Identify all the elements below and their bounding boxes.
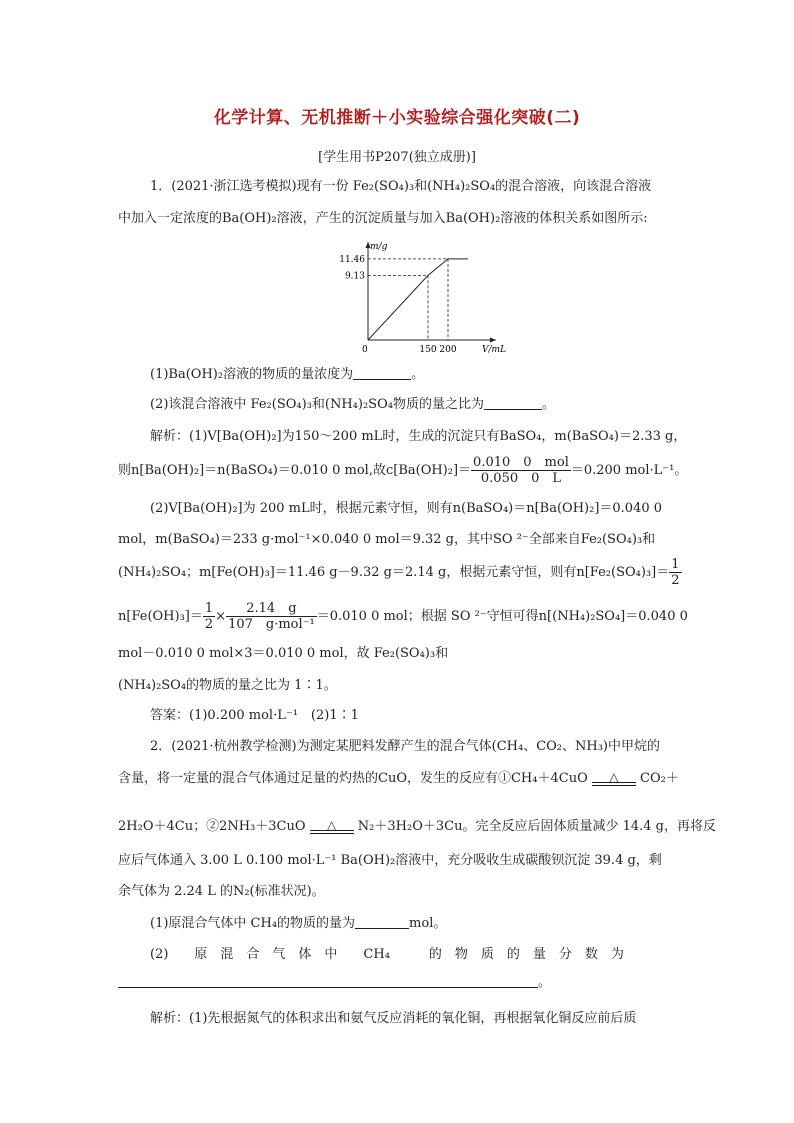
q2-part1 xyxy=(150,915,446,933)
q1-stem-line1: 1．(2021·浙江选考模拟)现有一份 Fe₂(SO₄)₃和(NH₄)₂SO₄的混合溶液，向该混合溶液 xyxy=(150,179,652,194)
q1-solution-line2 xyxy=(118,455,687,486)
moles-fraction xyxy=(226,601,317,632)
q1-part1-end: 。 xyxy=(411,367,425,382)
sol6-pre: n[Fe(OH)₃]＝ xyxy=(118,609,203,624)
moles-denominator: 107 g·mol⁻¹ xyxy=(228,617,315,632)
q1-stem-line2: 中加入一定浓度的Ba(OH)₂溶液，产生的沉淀质量与加入Ba(OH)₂溶液的体积关系如图所示: xyxy=(118,211,648,226)
q1-part2-text: (2)该混合溶液中 Fe₂(SO₄)₃和(NH₄)₂SO₄物质的量之比为 xyxy=(150,397,484,412)
q1-solution-line7: mol－0.010 0 mol×3＝0.010 0 mol，故 Fe₂(SO₄)₃和 xyxy=(118,646,449,661)
q2-stem-line5: 余气体为 2.24 L 的N₂(标准状况)。 xyxy=(118,884,325,899)
q2-part2-blank-line xyxy=(118,974,551,992)
delta-symbol: △ xyxy=(609,769,619,784)
sol5-pre: (NH₄)₂SO₄；m[Fe(OH)₃]＝11.46 g－9.32 g＝2.14 g，根据元素守恒，则有n[Fe₂(SO₄)₃]＝ xyxy=(118,565,670,580)
fraction-numerator: 0.010 0 mol xyxy=(473,455,569,470)
q1-solution-line6 xyxy=(118,601,688,632)
heat-arrow-2 xyxy=(310,817,354,834)
q2-line2-pre: 含量，将一定量的混合气体通过足量的灼热的CuO，发生的反应有①CH₄＋4CuO xyxy=(118,771,588,786)
q2-part1-answer-blank[interactable] xyxy=(355,915,409,929)
data-line xyxy=(368,259,468,340)
half-denominator: 2 xyxy=(671,573,680,588)
q2-part2-answer-blank[interactable] xyxy=(118,974,538,988)
q2-line2-post: CO₂＋ xyxy=(640,771,679,786)
sol2-post: ＝0.200 mol·L⁻¹。 xyxy=(570,463,688,478)
sol6-mid: × xyxy=(215,609,227,624)
sol6-post: ＝0.010 0 mol；根据 SO ²⁻守恒可得n[(NH₄)₂SO₄]＝0.040 0 xyxy=(316,609,688,624)
precipitate-chart xyxy=(330,236,507,355)
half-numerator-2: 1 xyxy=(204,601,214,616)
x-axis-label: V/mL xyxy=(482,345,507,355)
y-tick-label-2: 11.46 xyxy=(339,254,365,265)
q1-solution-line3: (2)V[Ba(OH)₂]为 200 mL时，根据元素守恒，则有n(BaSO₄)＝n[Ba(OH)₂]＝0.040 0 xyxy=(150,501,663,516)
page-title: 化学计算、无机推断＋小实验综合强化突破(二) xyxy=(213,108,581,128)
q2-line3-pre: 2H₂O＋4Cu；②2NH₃＋3CuO xyxy=(118,819,306,834)
delta-symbol-2: △ xyxy=(327,817,337,832)
page-subtitle: [学生用书P207(独立成册)] xyxy=(318,150,476,165)
sol2-pre: 则n[Ba(OH)₂]＝n(BaSO₄)＝0.010 0 mol,故c[Ba(OH)₂]＝ xyxy=(118,463,472,478)
q1-solution-line4: mol，m(BaSO₄)＝233 g·mol⁻¹×0.040 0 mol＝9.32 g，其中SO ²⁻全部来自Fe₂(SO₄)₃和 xyxy=(118,532,656,547)
half-fraction xyxy=(669,557,681,588)
origin-label: 0 xyxy=(362,345,368,355)
q2-stem-line2 xyxy=(118,768,679,790)
q2-line3-post: N₂＋3H₂O＋3Cu。完全反应后固体质量减少 14.4 g，再将反 xyxy=(357,819,716,834)
q1-part2-end: 。 xyxy=(541,397,555,412)
q2-stem-line1: 2．(2021·杭州教学检测)为测定某肥料发酵产生的混合气体(CH₄、CO₂、NH₃)中甲烷的 xyxy=(150,739,661,754)
q1-part1-answer-blank[interactable] xyxy=(353,366,411,380)
q2-part1-end: mol。 xyxy=(409,916,447,931)
y-axis-label: m/g xyxy=(370,242,388,252)
q1-part1-text: (1)Ba(OH)₂溶液的物质的量浓度为 xyxy=(150,367,354,382)
q2-part2: (2) 原 混 合 气 体 中 CH₄ 的 物 质 的 量 分 数 为 xyxy=(150,947,624,962)
fraction-denominator: 0.050 0 L xyxy=(480,471,562,486)
half-fraction-2 xyxy=(203,601,215,632)
q2-stem-line3 xyxy=(118,816,716,838)
half-denominator-2: 2 xyxy=(204,617,214,632)
q1-solution-line5 xyxy=(118,557,682,588)
q1-part2-answer-blank[interactable] xyxy=(484,396,542,410)
x-tick-label-2: 200 xyxy=(439,345,457,355)
heat-arrow-1 xyxy=(592,769,636,786)
half-numerator: 1 xyxy=(671,557,680,572)
y-tick-label-1: 9.13 xyxy=(344,271,365,282)
q1-part1 xyxy=(150,366,424,384)
q1-part2 xyxy=(150,396,555,414)
concentration-fraction xyxy=(471,455,571,486)
q1-solution-line1: 解析：(1)V[Ba(OH)₂]为150～200 mL时，生成的沉淀只有BaSO₄，m(BaSO₄)＝2.33 g， xyxy=(150,429,687,444)
q2-part1-text: (1)原混合气体中 CH₄的物质的量为 xyxy=(150,916,356,931)
q2-solution-line1: 解析：(1)先根据氮气的体积求出和氨气反应消耗的氧化铜，再根据氧化铜反应前后质 xyxy=(150,1011,637,1026)
q2-part2-end: 。 xyxy=(538,975,552,990)
x-axis-arrow xyxy=(490,338,496,343)
q1-answer: 答案：(1)0.200 mol·L⁻¹ (2)1∶1 xyxy=(150,708,359,723)
q1-solution-line8: (NH₄)₂SO₄的物质的量之比为 1∶1。 xyxy=(118,678,337,693)
moles-numerator: 2.14 g xyxy=(226,601,317,617)
q2-stem-line4: 应后气体通入 3.00 L 0.100 mol·L⁻¹ Ba(OH)₂溶液中，充分吸收生成碳酸钡沉淀 39.4 g，剩 xyxy=(118,853,662,868)
x-tick-label-1: 150 xyxy=(419,345,437,355)
